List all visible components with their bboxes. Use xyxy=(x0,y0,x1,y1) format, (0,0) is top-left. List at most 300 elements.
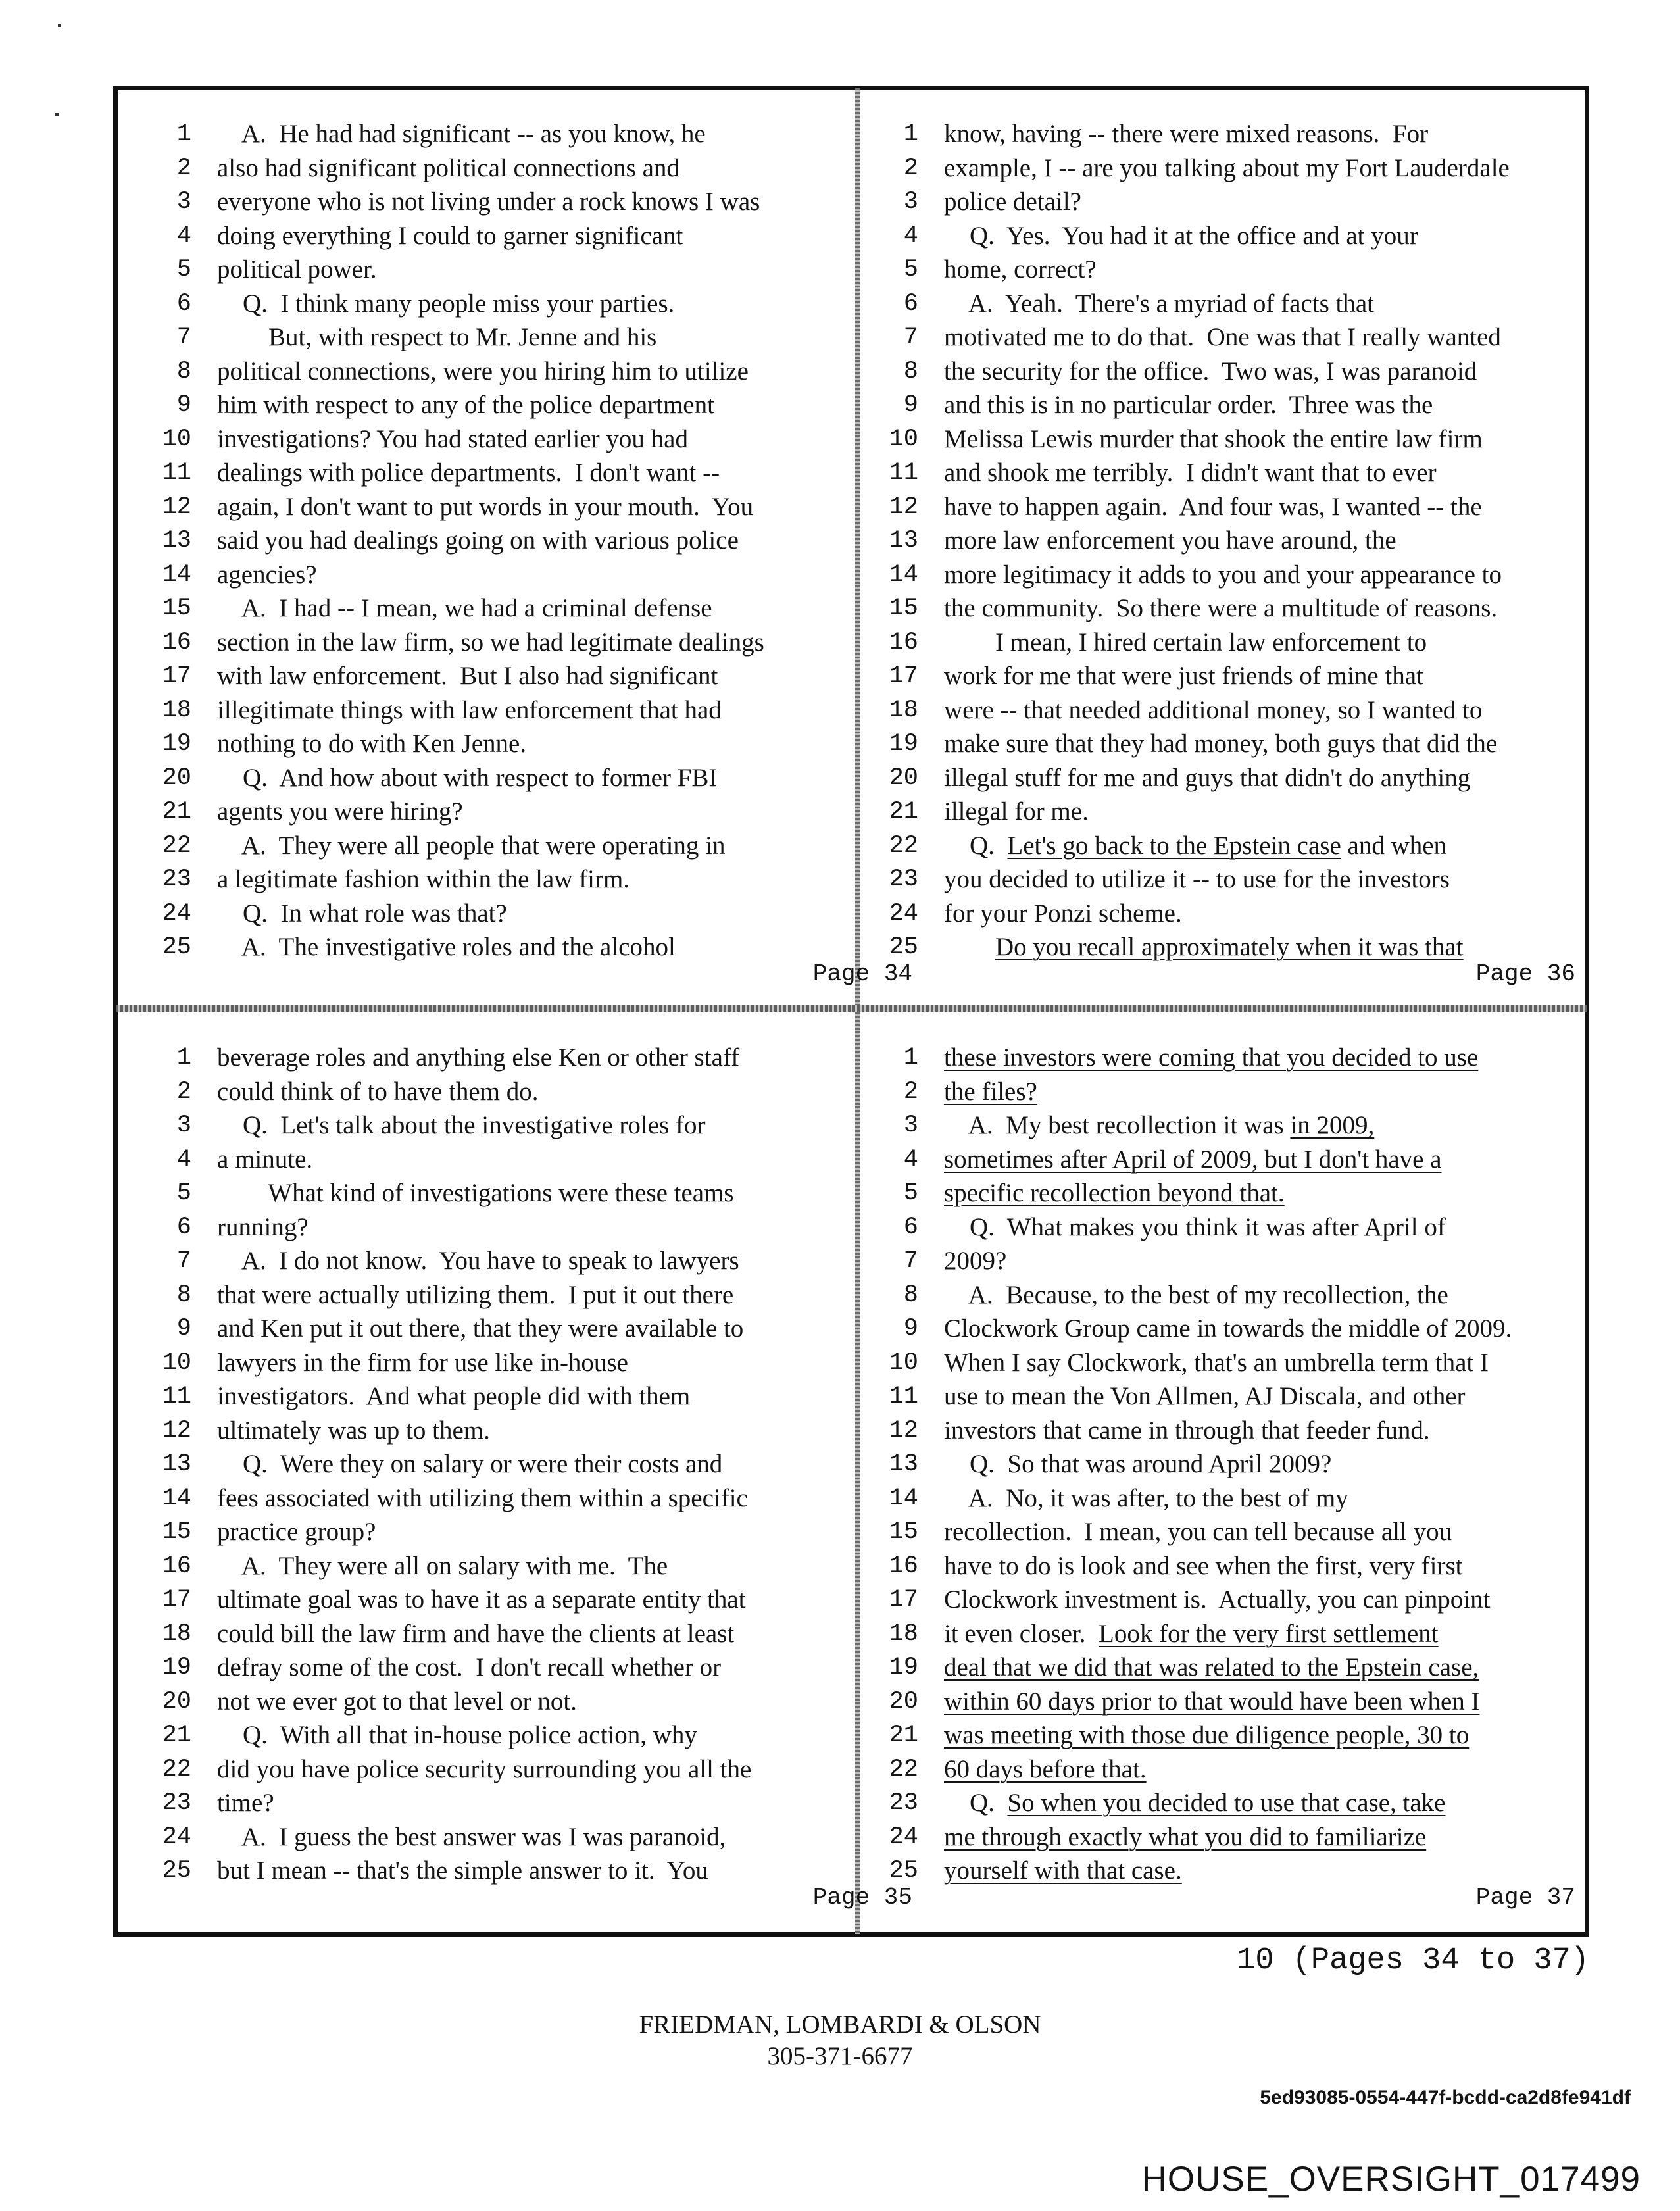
underlined-text: So when you decided to use that case, take xyxy=(1007,1789,1446,1817)
line-text xyxy=(944,1278,1448,1312)
line-text-plain: and shook me terribly. I didn't want that to ever xyxy=(944,459,1437,487)
transcript-line xyxy=(855,320,1579,355)
line-text xyxy=(944,1244,1006,1278)
underlined-text: within 60 days prior to that would have been when I xyxy=(944,1687,1480,1716)
line-text xyxy=(944,693,1482,728)
line-text-plain: A. I do not know. You have to speak to lawyers xyxy=(217,1247,739,1275)
line-number: 2 xyxy=(903,1078,918,1106)
line-text-plain: A. They were all people that were operating in xyxy=(217,831,726,860)
transcript-line xyxy=(855,151,1579,186)
line-text-plain: said you had dealings going on with various police xyxy=(217,526,739,555)
line-number: 21 xyxy=(889,798,918,826)
line-text xyxy=(217,626,764,660)
transcript-line xyxy=(128,591,852,626)
transcript-line xyxy=(855,761,1579,795)
line-number: 12 xyxy=(162,1416,191,1445)
line-text-plain: A. My best recollection it was xyxy=(944,1111,1291,1139)
line-number: 16 xyxy=(889,628,918,657)
transcript-line xyxy=(128,1346,852,1380)
line-number: 2 xyxy=(176,1078,191,1106)
line-number: 5 xyxy=(176,1180,191,1207)
transcript-line xyxy=(855,456,1579,490)
line-number: 13 xyxy=(162,1451,191,1478)
line-number: 7 xyxy=(903,1247,918,1275)
line-text xyxy=(944,185,1081,219)
line-number: 22 xyxy=(889,832,918,860)
scan-speck xyxy=(58,24,61,27)
line-number: 8 xyxy=(176,357,191,385)
line-number: 8 xyxy=(176,1281,191,1309)
transcript-line xyxy=(855,1143,1579,1177)
line-text-plain: A. They were all on salary with me. The xyxy=(217,1551,668,1580)
transcript-line xyxy=(128,1718,852,1752)
line-number: 20 xyxy=(162,764,191,792)
line-text xyxy=(217,388,714,422)
line-text xyxy=(944,1685,1480,1719)
line-text-plain: political connections, were you hiring him to utilize xyxy=(217,357,749,385)
transcript-line xyxy=(855,930,1579,964)
line-text xyxy=(217,1414,490,1448)
line-text xyxy=(944,930,1464,964)
line-text-plain: 2009? xyxy=(944,1247,1007,1275)
transcript-line xyxy=(128,1685,852,1719)
transcript-line xyxy=(855,795,1579,829)
line-text xyxy=(217,422,688,457)
underlined-text: the files? xyxy=(944,1077,1037,1106)
transcript-line xyxy=(855,1718,1579,1752)
line-number: 15 xyxy=(889,595,918,622)
line-text xyxy=(944,862,1450,897)
line-number: 19 xyxy=(889,730,918,758)
line-text-plain: use to mean the Von Allmen, AJ Discala, and other xyxy=(944,1382,1466,1410)
line-number: 22 xyxy=(889,1755,918,1783)
transcript-line xyxy=(128,1651,852,1685)
line-number: 4 xyxy=(903,1145,918,1174)
line-text-plain: could bill the law firm and have the clients at least xyxy=(217,1619,735,1648)
transcript-line xyxy=(128,490,852,524)
line-text-plain: it even closer. xyxy=(944,1619,1099,1648)
underlined-text: Do you recall approximately when it was that xyxy=(995,933,1464,961)
line-text-plain: investors that came in through that feeder fund. xyxy=(944,1416,1430,1445)
transcript-line xyxy=(128,1549,852,1583)
line-number: 11 xyxy=(162,459,191,487)
transcript-line xyxy=(128,1210,852,1245)
line-text xyxy=(217,185,760,219)
transcript-line xyxy=(855,1854,1579,1888)
line-text-rest: and when xyxy=(1341,831,1447,860)
line-number: 24 xyxy=(162,899,191,928)
line-text xyxy=(217,1278,733,1312)
line-text xyxy=(217,659,718,693)
line-number: 2 xyxy=(903,154,918,182)
transcript-line xyxy=(855,1786,1579,1820)
line-number: 20 xyxy=(162,1687,191,1716)
transcript-line xyxy=(128,1041,852,1075)
transcript-line xyxy=(128,1447,852,1481)
line-text xyxy=(944,219,1418,253)
transcript-line xyxy=(855,388,1579,422)
line-text xyxy=(217,558,317,592)
line-text-plain: that were actually utilizing them. I put it out there xyxy=(217,1280,734,1309)
line-text-plain: A. Yeah. There's a myriad of facts that xyxy=(944,289,1374,318)
line-number: 10 xyxy=(162,1349,191,1377)
line-text xyxy=(944,422,1483,457)
line-text-plain: motivated me to do that. One was that I really wanted xyxy=(944,323,1501,351)
transcript-line xyxy=(855,1414,1579,1448)
line-number: 15 xyxy=(162,595,191,622)
transcript-line xyxy=(855,659,1579,693)
transcript-line xyxy=(855,422,1579,457)
document-hash: 5ed93085-0554-447f-bcdd-ca2d8fe941df xyxy=(1260,2087,1631,2108)
line-number: 11 xyxy=(889,1383,918,1410)
line-number: 1 xyxy=(903,1044,918,1072)
transcript-line xyxy=(128,761,852,795)
transcript-line xyxy=(855,117,1579,151)
line-number: 18 xyxy=(162,696,191,724)
transcript-line xyxy=(855,1041,1579,1075)
transcript-line xyxy=(128,659,852,693)
line-text xyxy=(944,1414,1430,1448)
line-text-plain: political power. xyxy=(217,255,377,284)
line-number: 20 xyxy=(889,764,918,792)
line-number: 6 xyxy=(176,289,191,318)
line-text xyxy=(217,795,463,829)
line-text xyxy=(944,1820,1426,1854)
bates-number: HOUSE_OVERSIGHT_017499 xyxy=(1141,2160,1641,2199)
line-text-plain: Clockwork investment is. Actually, you can pinpoint xyxy=(944,1585,1491,1614)
line-text xyxy=(217,1075,539,1109)
line-number: 17 xyxy=(162,1586,191,1614)
line-text-plain: a legitimate fashion within the law firm. xyxy=(217,865,630,893)
line-text-plain: Q. So that was around April 2009? xyxy=(944,1450,1332,1478)
transcript-line xyxy=(855,1685,1579,1719)
line-text-plain: dealings with police departments. I don't want -- xyxy=(217,459,720,487)
line-text xyxy=(944,1143,1442,1177)
line-number: 5 xyxy=(176,256,191,284)
transcript-panel-page-34 xyxy=(128,117,912,1038)
line-text xyxy=(217,591,712,626)
line-number: 8 xyxy=(903,1281,918,1309)
line-number: 7 xyxy=(903,324,918,351)
transcript-line xyxy=(128,1820,852,1854)
line-text xyxy=(217,1786,274,1820)
transcript-line xyxy=(128,524,852,558)
transcript-line xyxy=(855,626,1579,660)
line-text xyxy=(944,1447,1331,1481)
line-text-plain: police detail? xyxy=(944,187,1081,216)
line-text-plain: have to happen again. And four was, I wanted -- the xyxy=(944,492,1482,521)
line-number: 25 xyxy=(162,1857,191,1885)
line-text-plain: investigators. And what people did with them xyxy=(217,1382,691,1410)
line-text xyxy=(944,1210,1446,1245)
line-number: 10 xyxy=(889,425,918,453)
line-number: 4 xyxy=(176,222,191,250)
line-text xyxy=(944,727,1497,761)
transcript-line xyxy=(855,897,1579,931)
line-number: 21 xyxy=(889,1722,918,1749)
line-text-plain: for your Ponzi scheme. xyxy=(944,899,1182,928)
line-text xyxy=(944,1549,1462,1583)
line-text-plain: Q. In what role was that? xyxy=(217,899,507,928)
line-text-plain: illegal stuff for me and guys that didn't do anything xyxy=(944,763,1471,792)
pages-summary: 10 (Pages 34 to 37) xyxy=(1237,1943,1589,1978)
transcript-line xyxy=(128,795,852,829)
line-text-plain: also had significant political connections and xyxy=(217,153,679,182)
line-text xyxy=(944,1786,1445,1820)
line-number: 9 xyxy=(176,391,191,419)
line-text xyxy=(944,1379,1466,1414)
transcript-line xyxy=(128,1786,852,1820)
transcript-line xyxy=(128,1278,852,1312)
line-text xyxy=(944,1651,1479,1685)
line-text-plain: know, having -- there were mixed reasons. For xyxy=(944,120,1429,148)
line-text xyxy=(944,591,1497,626)
transcript-line xyxy=(855,490,1579,524)
transcript-line xyxy=(128,253,852,287)
line-text xyxy=(217,1210,309,1245)
line-text xyxy=(944,456,1437,490)
line-text xyxy=(217,524,739,558)
line-text-plain: again, I don't want to put words in your mouth. You xyxy=(217,492,754,521)
line-number: 5 xyxy=(903,256,918,284)
line-number: 15 xyxy=(889,1518,918,1546)
line-text-plain: time? xyxy=(217,1789,274,1817)
transcript-line xyxy=(855,1244,1579,1278)
line-text xyxy=(944,795,1089,829)
transcript-line xyxy=(855,1583,1579,1617)
line-text xyxy=(944,1854,1182,1888)
line-text-plain: A. I had -- I mean, we had a criminal defense xyxy=(217,594,712,622)
transcript-line xyxy=(855,219,1579,253)
line-text xyxy=(217,1108,705,1143)
transcript-line xyxy=(128,1583,852,1617)
line-text xyxy=(217,1617,734,1651)
line-text xyxy=(944,1176,1285,1210)
line-text-plain: illegitimate things with law enforcement that had xyxy=(217,695,722,724)
transcript-line xyxy=(128,1176,852,1210)
line-text xyxy=(944,287,1374,321)
transcript-line xyxy=(128,320,852,355)
transcript-line xyxy=(128,1312,852,1346)
line-text xyxy=(944,490,1482,524)
line-text xyxy=(217,1752,751,1787)
line-text xyxy=(217,1718,697,1752)
line-text xyxy=(217,727,526,761)
line-text xyxy=(944,1346,1489,1380)
line-text-plain: Clockwork Group came in towards the middle of 2009. xyxy=(944,1314,1512,1343)
line-text xyxy=(217,1447,722,1481)
line-number: 16 xyxy=(162,628,191,657)
line-text xyxy=(217,1312,743,1346)
transcript-line xyxy=(855,185,1579,219)
line-number: 1 xyxy=(176,1044,191,1072)
line-number: 17 xyxy=(889,1586,918,1614)
transcript-line xyxy=(128,1108,852,1143)
page-label: Page 37 xyxy=(1475,1883,1575,1911)
transcript-line xyxy=(128,1075,852,1109)
line-number: 18 xyxy=(162,1620,191,1648)
line-number: 14 xyxy=(162,560,191,589)
line-number: 7 xyxy=(176,324,191,351)
transcript-line xyxy=(855,1075,1579,1109)
line-text xyxy=(217,693,722,728)
line-number: 4 xyxy=(903,222,918,250)
line-text-plain: ultimately was up to them. xyxy=(217,1416,490,1445)
transcript-line xyxy=(128,151,852,186)
line-text xyxy=(944,1752,1147,1787)
transcript-line xyxy=(855,558,1579,592)
line-text-plain: everyone who is not living under a rock knows I was xyxy=(217,187,760,216)
line-text xyxy=(217,829,726,863)
line-text-plain: make sure that they had money, both guys that did the xyxy=(944,730,1498,758)
line-text-plain: Q. With all that in-house police action, why xyxy=(217,1721,697,1749)
line-text-plain: lawyers in the firm for use like in-house xyxy=(217,1348,628,1377)
transcript-line xyxy=(128,287,852,321)
line-number: 17 xyxy=(162,662,191,690)
transcript-line xyxy=(855,862,1579,897)
underlined-text: was meeting with those due diligence people, 30 to xyxy=(944,1721,1470,1749)
line-text-plain: Q. xyxy=(944,831,1008,860)
transcript-line xyxy=(128,1244,852,1278)
line-number: 13 xyxy=(162,527,191,555)
transcript-line xyxy=(128,422,852,457)
line-number: 23 xyxy=(889,1789,918,1817)
line-number: 6 xyxy=(903,1213,918,1241)
line-text-plain: illegal for me. xyxy=(944,797,1089,826)
line-text-plain: Q. And how about with respect to former FBI xyxy=(217,763,718,792)
line-text-plain: A. No, it was after, to the best of my xyxy=(944,1483,1348,1512)
transcript-line xyxy=(855,1278,1579,1312)
line-text xyxy=(217,897,507,931)
line-text xyxy=(944,1312,1512,1346)
transcript-line xyxy=(855,1617,1579,1651)
line-text xyxy=(217,1143,312,1177)
transcript-line xyxy=(855,727,1579,761)
line-number: 13 xyxy=(889,527,918,555)
line-number: 4 xyxy=(176,1145,191,1174)
transcript-line xyxy=(128,185,852,219)
transcript-line xyxy=(855,1379,1579,1414)
line-number: 11 xyxy=(162,1383,191,1410)
underlined-text: sometimes after April of 2009, but I don't have a xyxy=(944,1145,1442,1174)
transcript-line xyxy=(128,862,852,897)
transcript-line xyxy=(855,1651,1579,1685)
transcript-line xyxy=(855,1447,1579,1481)
transcript-line xyxy=(855,1210,1579,1245)
line-text xyxy=(217,320,656,355)
line-text-plain: were -- that needed additional money, so I wanted to xyxy=(944,695,1483,724)
line-text-plain: him with respect to any of the police department xyxy=(217,391,714,419)
line-text xyxy=(944,626,1427,660)
transcript-line xyxy=(855,253,1579,287)
line-number: 24 xyxy=(889,899,918,928)
line-text-plain: Q. Were they on salary or were their costs and xyxy=(217,1450,723,1478)
transcript-line xyxy=(855,591,1579,626)
transcript-line xyxy=(128,219,852,253)
line-text xyxy=(944,117,1428,151)
transcript-line xyxy=(855,355,1579,389)
line-text-plain: But, with respect to Mr. Jenne and his xyxy=(217,323,657,351)
line-text-plain: work for me that were just friends of mine that xyxy=(944,662,1423,690)
line-text-plain: running? xyxy=(217,1212,309,1241)
transcript-line xyxy=(128,897,852,931)
line-number: 8 xyxy=(903,357,918,385)
line-text-plain: Q. Yes. You had it at the office and at your xyxy=(944,221,1418,250)
line-text xyxy=(944,558,1502,592)
line-text-plain: agents you were hiring? xyxy=(217,797,463,826)
line-text-plain: When I say Clockwork, that's an umbrella term that I xyxy=(944,1348,1489,1377)
line-text xyxy=(217,761,717,795)
transcript-line xyxy=(855,1312,1579,1346)
line-number: 20 xyxy=(889,1687,918,1716)
line-number: 25 xyxy=(889,1857,918,1885)
line-text-plain: A. The investigative roles and the alcohol xyxy=(217,933,676,961)
line-number: 21 xyxy=(162,798,191,826)
transcript-line xyxy=(128,1414,852,1448)
line-text-plain: but I mean -- that's the simple answer to it. You xyxy=(217,1856,708,1885)
line-text xyxy=(217,1244,739,1278)
line-text xyxy=(944,253,1097,287)
underlined-text: Let's go back to the Epstein case xyxy=(1007,831,1341,860)
line-text xyxy=(217,490,753,524)
line-number: 18 xyxy=(889,1620,918,1648)
transcript-line xyxy=(128,727,852,761)
scan-speck xyxy=(55,113,59,116)
underlined-text: in 2009, xyxy=(1290,1111,1375,1139)
line-text xyxy=(217,1549,668,1583)
line-text-plain: you decided to utilize it -- to use for the investors xyxy=(944,865,1450,893)
line-text-plain: with law enforcement. But I also had significant xyxy=(217,662,718,690)
line-text-plain: A. I guess the best answer was I was paranoid, xyxy=(217,1822,726,1851)
line-text-plain: Melissa Lewis murder that shook the entire law firm xyxy=(944,424,1483,453)
transcript-line xyxy=(128,1379,852,1414)
transcript-line xyxy=(128,1143,852,1177)
underlined-text: these investors were coming that you decided to use xyxy=(944,1043,1479,1072)
line-text-plain: Q. xyxy=(944,1789,1008,1817)
line-number: 16 xyxy=(889,1552,918,1580)
line-text xyxy=(944,829,1446,863)
line-number: 15 xyxy=(162,1518,191,1546)
line-text xyxy=(217,219,683,253)
line-text xyxy=(217,930,676,964)
transcript-line xyxy=(128,693,852,728)
transcript-line xyxy=(128,558,852,592)
line-text xyxy=(944,320,1501,355)
line-number: 21 xyxy=(162,1722,191,1749)
line-text-plain: Q. What makes you think it was after April of xyxy=(944,1212,1446,1241)
line-text-plain: not we ever got to that level or not. xyxy=(217,1687,577,1716)
line-text-plain: more legitimacy it adds to you and your appearance to xyxy=(944,560,1502,589)
line-text-plain xyxy=(944,933,995,961)
transcript-line xyxy=(128,1515,852,1549)
line-text xyxy=(217,287,674,321)
transcript-line xyxy=(128,1854,852,1888)
line-text xyxy=(944,151,1510,186)
line-text-plain: practice group? xyxy=(217,1518,376,1546)
line-number: 12 xyxy=(889,1416,918,1445)
firm-phone: 305-371-6677 xyxy=(767,2042,913,2070)
line-text xyxy=(944,897,1182,931)
transcript-line xyxy=(855,1481,1579,1516)
line-text xyxy=(217,862,630,897)
line-text xyxy=(217,1685,577,1719)
line-number: 13 xyxy=(889,1451,918,1478)
transcript-line xyxy=(855,1549,1579,1583)
line-text xyxy=(944,1583,1490,1617)
line-number: 2 xyxy=(176,154,191,182)
line-number: 9 xyxy=(903,391,918,419)
line-text-plain: more law enforcement you have around, the xyxy=(944,526,1396,555)
